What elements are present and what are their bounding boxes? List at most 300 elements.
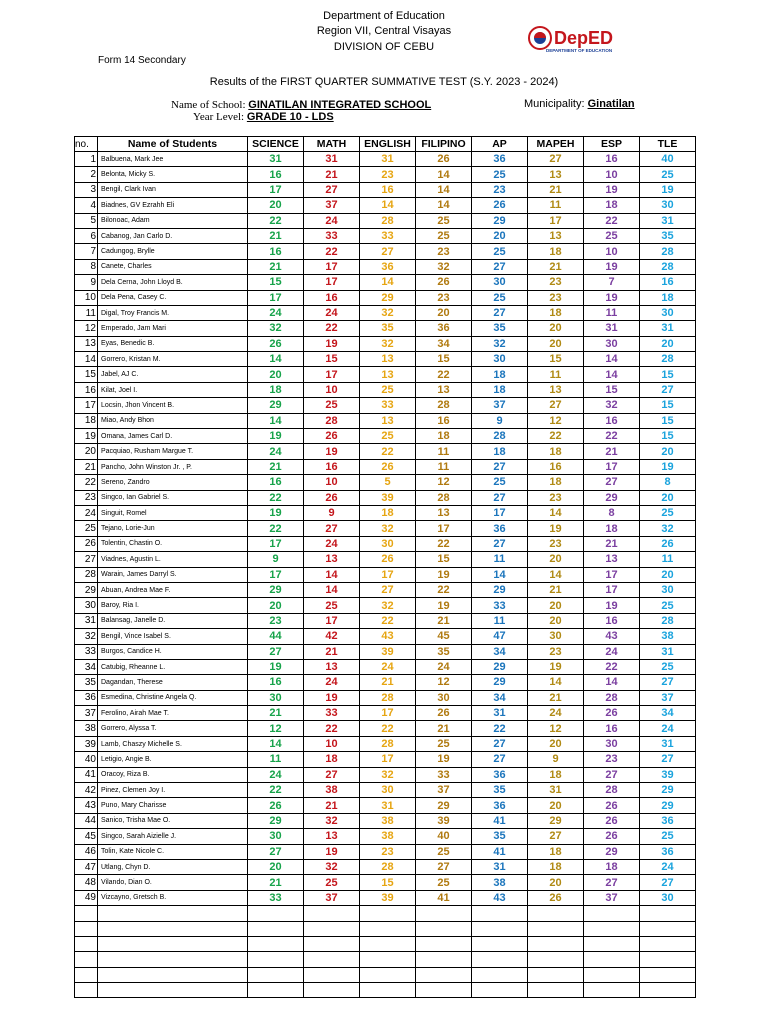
english-score: 26 bbox=[360, 552, 416, 567]
mapeh-score: 27 bbox=[528, 398, 584, 413]
ap-score: 31 bbox=[472, 859, 528, 874]
english-score: 22 bbox=[360, 721, 416, 736]
math-score: 32 bbox=[304, 859, 360, 874]
table-row bbox=[75, 690, 696, 705]
science-score: 30 bbox=[248, 690, 304, 705]
row-number: 8 bbox=[75, 259, 98, 274]
math-score: 10 bbox=[304, 475, 360, 490]
col-header-filipino: FILIPINO bbox=[416, 137, 472, 152]
table-row bbox=[75, 382, 696, 397]
year-level-line bbox=[193, 111, 334, 123]
ap-score: 29 bbox=[472, 659, 528, 674]
empty-cell bbox=[416, 983, 472, 998]
row-number: 22 bbox=[75, 475, 98, 490]
table-row bbox=[75, 398, 696, 413]
esp-score: 22 bbox=[584, 429, 640, 444]
student-name: Esmedina, Christine Angela Q. bbox=[98, 690, 248, 705]
mapeh-score: 23 bbox=[528, 644, 584, 659]
mapeh-score: 19 bbox=[528, 659, 584, 674]
table-row bbox=[75, 213, 696, 228]
table-row bbox=[75, 721, 696, 736]
table-body bbox=[75, 152, 696, 998]
table-row bbox=[75, 844, 696, 859]
science-score: 17 bbox=[248, 290, 304, 305]
empty-cell bbox=[248, 983, 304, 998]
tle-score: 28 bbox=[640, 352, 696, 367]
filipino-score: 19 bbox=[416, 752, 472, 767]
tle-score: 26 bbox=[640, 536, 696, 551]
filipino-score: 11 bbox=[416, 444, 472, 459]
mapeh-score: 18 bbox=[528, 305, 584, 320]
table-row bbox=[75, 490, 696, 505]
row-number: 25 bbox=[75, 521, 98, 536]
english-score: 21 bbox=[360, 675, 416, 690]
row-number: 19 bbox=[75, 429, 98, 444]
student-name: Pancho, John Winston Jr. , P. bbox=[98, 459, 248, 474]
math-score: 24 bbox=[304, 213, 360, 228]
english-score: 31 bbox=[360, 798, 416, 813]
math-score: 25 bbox=[304, 875, 360, 890]
empty-cell bbox=[640, 952, 696, 967]
mapeh-score: 13 bbox=[528, 382, 584, 397]
math-score: 24 bbox=[304, 675, 360, 690]
esp-score: 28 bbox=[584, 690, 640, 705]
row-number: 43 bbox=[75, 798, 98, 813]
english-score: 15 bbox=[360, 875, 416, 890]
empty-cell bbox=[640, 921, 696, 936]
filipino-score: 12 bbox=[416, 675, 472, 690]
mapeh-score: 20 bbox=[528, 321, 584, 336]
mapeh-score: 27 bbox=[528, 829, 584, 844]
esp-score: 16 bbox=[584, 721, 640, 736]
tle-score: 15 bbox=[640, 413, 696, 428]
tle-score: 29 bbox=[640, 798, 696, 813]
row-number: 18 bbox=[75, 413, 98, 428]
table-row bbox=[75, 752, 696, 767]
esp-score: 19 bbox=[584, 182, 640, 197]
filipino-score: 21 bbox=[416, 721, 472, 736]
row-number: 13 bbox=[75, 336, 98, 351]
tle-score: 11 bbox=[640, 552, 696, 567]
ap-score: 27 bbox=[472, 536, 528, 551]
esp-score: 32 bbox=[584, 398, 640, 413]
row-number: 30 bbox=[75, 598, 98, 613]
science-score: 12 bbox=[248, 721, 304, 736]
english-score: 14 bbox=[360, 198, 416, 213]
row-number: 32 bbox=[75, 629, 98, 644]
row-number: 17 bbox=[75, 398, 98, 413]
esp-score: 21 bbox=[584, 536, 640, 551]
filipino-score: 34 bbox=[416, 336, 472, 351]
row-number: 14 bbox=[75, 352, 98, 367]
science-score: 19 bbox=[248, 659, 304, 674]
math-score: 37 bbox=[304, 890, 360, 905]
empty-cell bbox=[528, 906, 584, 921]
student-name: Pacquiao, Rusham Margue T. bbox=[98, 444, 248, 459]
science-score: 14 bbox=[248, 413, 304, 428]
row-number: 21 bbox=[75, 459, 98, 474]
tle-score: 15 bbox=[640, 367, 696, 382]
math-score: 10 bbox=[304, 736, 360, 751]
esp-score: 16 bbox=[584, 152, 640, 167]
ap-score: 41 bbox=[472, 844, 528, 859]
esp-score: 16 bbox=[584, 413, 640, 428]
science-score: 21 bbox=[248, 228, 304, 243]
science-score: 29 bbox=[248, 398, 304, 413]
mapeh-score: 9 bbox=[528, 752, 584, 767]
mapeh-score: 23 bbox=[528, 290, 584, 305]
empty-cell bbox=[472, 921, 528, 936]
row-number: 12 bbox=[75, 321, 98, 336]
table-row bbox=[75, 582, 696, 597]
ap-score: 31 bbox=[472, 706, 528, 721]
filipino-score: 14 bbox=[416, 167, 472, 182]
tle-score: 25 bbox=[640, 829, 696, 844]
ap-score: 22 bbox=[472, 721, 528, 736]
row-number: 5 bbox=[75, 213, 98, 228]
filipino-score: 26 bbox=[416, 152, 472, 167]
english-score: 32 bbox=[360, 305, 416, 320]
filipino-score: 15 bbox=[416, 552, 472, 567]
row-number: 36 bbox=[75, 690, 98, 705]
math-score: 13 bbox=[304, 552, 360, 567]
filipino-score: 14 bbox=[416, 198, 472, 213]
mapeh-score: 14 bbox=[528, 675, 584, 690]
empty-cell bbox=[98, 921, 248, 936]
english-score: 28 bbox=[360, 213, 416, 228]
empty-cell bbox=[528, 921, 584, 936]
empty-cell bbox=[584, 906, 640, 921]
ap-score: 14 bbox=[472, 567, 528, 582]
student-name: Puno, Mary Charisse bbox=[98, 798, 248, 813]
english-score: 32 bbox=[360, 598, 416, 613]
science-score: 24 bbox=[248, 305, 304, 320]
row-number: 40 bbox=[75, 752, 98, 767]
filipino-score: 13 bbox=[416, 382, 472, 397]
science-score: 26 bbox=[248, 798, 304, 813]
tle-score: 25 bbox=[640, 598, 696, 613]
form-label: Form 14 Secondary bbox=[98, 55, 186, 66]
table-row bbox=[75, 613, 696, 628]
filipino-score: 39 bbox=[416, 813, 472, 828]
math-score: 27 bbox=[304, 767, 360, 782]
student-name: Singco, Ian Gabriel S. bbox=[98, 490, 248, 505]
english-score: 28 bbox=[360, 859, 416, 874]
tle-score: 20 bbox=[640, 444, 696, 459]
table-row bbox=[75, 798, 696, 813]
table-header-row bbox=[75, 137, 696, 152]
logo-text: DepED bbox=[554, 28, 614, 48]
english-score: 28 bbox=[360, 690, 416, 705]
results-title: Results of the FIRST QUARTER SUMMATIVE TEST (S.Y. 2023 - 2024) bbox=[209, 76, 559, 88]
filipino-score: 25 bbox=[416, 736, 472, 751]
science-score: 21 bbox=[248, 259, 304, 274]
row-number: 47 bbox=[75, 859, 98, 874]
student-name: Vizcayno, Gretsch B. bbox=[98, 890, 248, 905]
student-name: Digal, Troy Francis M. bbox=[98, 305, 248, 320]
table-row bbox=[75, 505, 696, 520]
student-name: Singuit, Romel bbox=[98, 505, 248, 520]
ap-score: 41 bbox=[472, 813, 528, 828]
math-score: 14 bbox=[304, 567, 360, 582]
col-header-no: no. bbox=[75, 137, 98, 152]
col-header-english: ENGLISH bbox=[360, 137, 416, 152]
esp-score: 31 bbox=[584, 321, 640, 336]
empty-cell bbox=[640, 983, 696, 998]
empty-cell bbox=[640, 906, 696, 921]
table-row bbox=[75, 536, 696, 551]
empty-cell bbox=[98, 952, 248, 967]
mapeh-score: 21 bbox=[528, 259, 584, 274]
english-score: 38 bbox=[360, 813, 416, 828]
esp-score: 18 bbox=[584, 198, 640, 213]
ap-score: 27 bbox=[472, 752, 528, 767]
mapeh-score: 12 bbox=[528, 413, 584, 428]
student-name: Abuan, Andrea Mae F. bbox=[98, 582, 248, 597]
empty-cell bbox=[528, 936, 584, 951]
science-score: 17 bbox=[248, 182, 304, 197]
tle-score: 16 bbox=[640, 275, 696, 290]
math-score: 17 bbox=[304, 367, 360, 382]
student-name: Vilando, Dian O. bbox=[98, 875, 248, 890]
tle-score: 28 bbox=[640, 259, 696, 274]
math-score: 17 bbox=[304, 275, 360, 290]
science-score: 29 bbox=[248, 813, 304, 828]
ap-score: 9 bbox=[472, 413, 528, 428]
esp-score: 28 bbox=[584, 783, 640, 798]
student-name: Gorrero, Alyssa T. bbox=[98, 721, 248, 736]
tle-score: 25 bbox=[640, 659, 696, 674]
mapeh-score: 20 bbox=[528, 336, 584, 351]
table-row bbox=[75, 783, 696, 798]
table-row bbox=[75, 890, 696, 905]
school-line bbox=[171, 99, 431, 111]
mapeh-score: 19 bbox=[528, 521, 584, 536]
empty-cell bbox=[640, 936, 696, 951]
mapeh-score: 12 bbox=[528, 721, 584, 736]
mapeh-score: 16 bbox=[528, 459, 584, 474]
english-score: 39 bbox=[360, 490, 416, 505]
filipino-score: 45 bbox=[416, 629, 472, 644]
esp-score: 10 bbox=[584, 167, 640, 182]
filipino-score: 17 bbox=[416, 521, 472, 536]
math-score: 27 bbox=[304, 521, 360, 536]
table-row bbox=[75, 813, 696, 828]
math-score: 22 bbox=[304, 721, 360, 736]
esp-score: 14 bbox=[584, 675, 640, 690]
row-number: 44 bbox=[75, 813, 98, 828]
student-name: Sanico, Trisha Mae O. bbox=[98, 813, 248, 828]
row-number: 33 bbox=[75, 644, 98, 659]
esp-score: 27 bbox=[584, 475, 640, 490]
filipino-score: 25 bbox=[416, 228, 472, 243]
math-score: 15 bbox=[304, 352, 360, 367]
year-value: GRADE 10 - LDS bbox=[246, 111, 334, 123]
empty-cell bbox=[584, 952, 640, 967]
esp-score: 26 bbox=[584, 798, 640, 813]
ap-score: 26 bbox=[472, 198, 528, 213]
esp-score: 15 bbox=[584, 382, 640, 397]
ap-score: 32 bbox=[472, 336, 528, 351]
english-score: 25 bbox=[360, 382, 416, 397]
mapeh-score: 27 bbox=[528, 152, 584, 167]
table-row bbox=[75, 629, 696, 644]
table-row bbox=[75, 321, 696, 336]
tle-score: 40 bbox=[640, 152, 696, 167]
student-name: Baroy, Ria I. bbox=[98, 598, 248, 613]
row-number: 20 bbox=[75, 444, 98, 459]
mapeh-score: 13 bbox=[528, 228, 584, 243]
empty-cell bbox=[416, 921, 472, 936]
math-score: 33 bbox=[304, 706, 360, 721]
table-row bbox=[75, 444, 696, 459]
student-name: Tejano, Lorie-Jun bbox=[98, 521, 248, 536]
filipino-score: 16 bbox=[416, 413, 472, 428]
empty-cell bbox=[528, 983, 584, 998]
esp-score: 26 bbox=[584, 813, 640, 828]
empty-cell bbox=[75, 952, 98, 967]
math-score: 33 bbox=[304, 228, 360, 243]
math-score: 32 bbox=[304, 813, 360, 828]
empty-cell bbox=[248, 952, 304, 967]
english-score: 16 bbox=[360, 182, 416, 197]
english-score: 25 bbox=[360, 429, 416, 444]
science-score: 24 bbox=[248, 767, 304, 782]
filipino-score: 22 bbox=[416, 582, 472, 597]
math-score: 25 bbox=[304, 398, 360, 413]
math-score: 26 bbox=[304, 429, 360, 444]
filipino-score: 23 bbox=[416, 244, 472, 259]
row-number: 39 bbox=[75, 736, 98, 751]
filipino-score: 21 bbox=[416, 613, 472, 628]
empty-cell bbox=[360, 936, 416, 951]
filipino-score: 35 bbox=[416, 644, 472, 659]
english-score: 30 bbox=[360, 783, 416, 798]
filipino-score: 28 bbox=[416, 398, 472, 413]
empty-cell bbox=[640, 967, 696, 982]
esp-score: 19 bbox=[584, 598, 640, 613]
col-header-mapeh: MAPEH bbox=[528, 137, 584, 152]
student-name: Dela Cerna, John Lloyd B. bbox=[98, 275, 248, 290]
english-score: 28 bbox=[360, 736, 416, 751]
science-score: 15 bbox=[248, 275, 304, 290]
empty-cell bbox=[75, 921, 98, 936]
math-score: 17 bbox=[304, 613, 360, 628]
science-score: 21 bbox=[248, 706, 304, 721]
blank-row bbox=[75, 952, 696, 967]
tle-score: 18 bbox=[640, 290, 696, 305]
student-name: Miao, Andy Bhon bbox=[98, 413, 248, 428]
empty-cell bbox=[75, 967, 98, 982]
ap-score: 34 bbox=[472, 690, 528, 705]
ap-score: 34 bbox=[472, 644, 528, 659]
mapeh-score: 20 bbox=[528, 875, 584, 890]
student-name: Singco, Sarah Aizielle J. bbox=[98, 829, 248, 844]
school-label: Name of School: bbox=[171, 99, 249, 111]
science-score: 20 bbox=[248, 367, 304, 382]
student-name: Eyas, Benedic B. bbox=[98, 336, 248, 351]
tle-score: 15 bbox=[640, 398, 696, 413]
mapeh-score: 17 bbox=[528, 213, 584, 228]
science-score: 44 bbox=[248, 629, 304, 644]
esp-score: 22 bbox=[584, 659, 640, 674]
tle-score: 20 bbox=[640, 490, 696, 505]
english-score: 14 bbox=[360, 275, 416, 290]
row-number: 45 bbox=[75, 829, 98, 844]
english-score: 39 bbox=[360, 890, 416, 905]
tle-score: 31 bbox=[640, 321, 696, 336]
ap-score: 29 bbox=[472, 213, 528, 228]
tle-score: 28 bbox=[640, 244, 696, 259]
student-name: Utlang, Chyn D. bbox=[98, 859, 248, 874]
math-score: 22 bbox=[304, 244, 360, 259]
ap-score: 43 bbox=[472, 890, 528, 905]
table-row bbox=[75, 459, 696, 474]
esp-score: 17 bbox=[584, 582, 640, 597]
filipino-score: 26 bbox=[416, 275, 472, 290]
empty-cell bbox=[98, 983, 248, 998]
table-row bbox=[75, 305, 696, 320]
header-line-region: Region VII, Central Visayas bbox=[316, 25, 452, 37]
science-score: 14 bbox=[248, 736, 304, 751]
esp-score: 21 bbox=[584, 444, 640, 459]
english-score: 22 bbox=[360, 444, 416, 459]
english-score: 17 bbox=[360, 752, 416, 767]
science-score: 16 bbox=[248, 244, 304, 259]
tle-score: 37 bbox=[640, 690, 696, 705]
table-row bbox=[75, 336, 696, 351]
tle-score: 25 bbox=[640, 167, 696, 182]
esp-score: 30 bbox=[584, 736, 640, 751]
ap-score: 35 bbox=[472, 321, 528, 336]
table-row bbox=[75, 228, 696, 243]
english-score: 5 bbox=[360, 475, 416, 490]
ap-score: 36 bbox=[472, 767, 528, 782]
row-number: 9 bbox=[75, 275, 98, 290]
mapeh-score: 15 bbox=[528, 352, 584, 367]
empty-cell bbox=[584, 936, 640, 951]
ap-score: 11 bbox=[472, 613, 528, 628]
science-score: 22 bbox=[248, 213, 304, 228]
filipino-score: 27 bbox=[416, 859, 472, 874]
science-score: 14 bbox=[248, 352, 304, 367]
esp-score: 14 bbox=[584, 352, 640, 367]
row-number: 35 bbox=[75, 675, 98, 690]
tle-score: 29 bbox=[640, 783, 696, 798]
filipino-score: 36 bbox=[416, 321, 472, 336]
filipino-score: 22 bbox=[416, 367, 472, 382]
esp-score: 29 bbox=[584, 844, 640, 859]
english-score: 27 bbox=[360, 244, 416, 259]
ap-score: 35 bbox=[472, 783, 528, 798]
row-number: 49 bbox=[75, 890, 98, 905]
mapeh-score: 18 bbox=[528, 859, 584, 874]
mapeh-score: 20 bbox=[528, 798, 584, 813]
esp-score: 14 bbox=[584, 367, 640, 382]
english-score: 33 bbox=[360, 398, 416, 413]
tle-score: 27 bbox=[640, 675, 696, 690]
empty-cell bbox=[248, 936, 304, 951]
empty-cell bbox=[584, 921, 640, 936]
blank-row bbox=[75, 921, 696, 936]
mapeh-score: 24 bbox=[528, 706, 584, 721]
tle-score: 25 bbox=[640, 505, 696, 520]
row-number: 26 bbox=[75, 536, 98, 551]
blank-row bbox=[75, 983, 696, 998]
mapeh-score: 22 bbox=[528, 429, 584, 444]
row-number: 23 bbox=[75, 490, 98, 505]
municipality-line bbox=[524, 98, 635, 110]
